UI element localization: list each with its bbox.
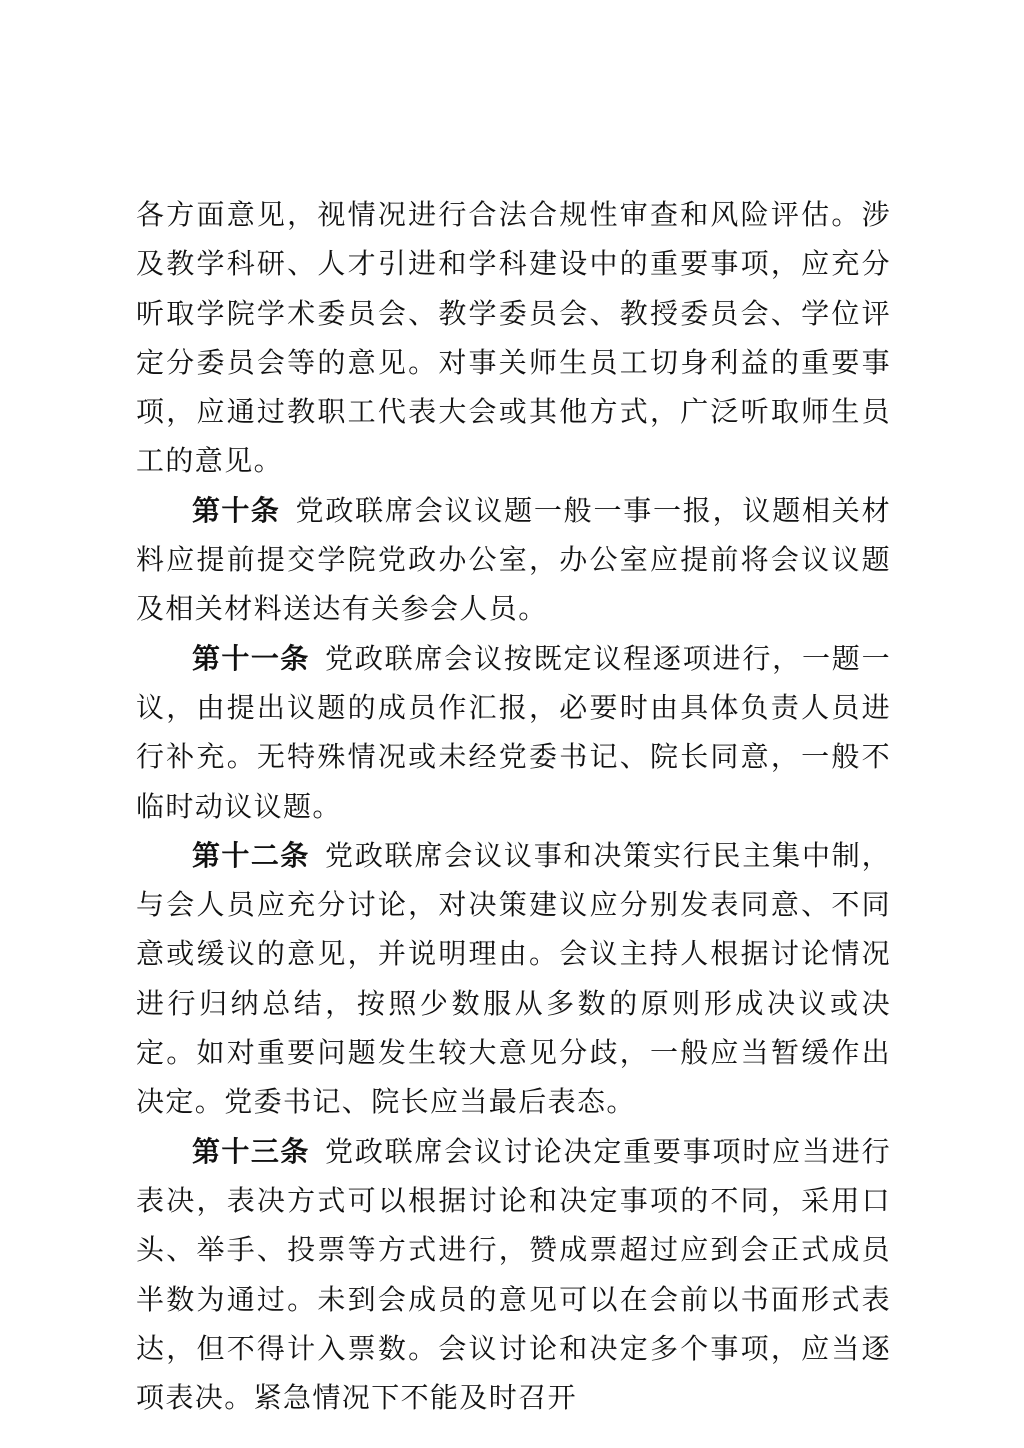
- article-13: [136, 1127, 891, 1423]
- article-number: 第十三条: [192, 1134, 325, 1168]
- article-number: 第十二条: [192, 838, 325, 872]
- article-11: [136, 634, 891, 831]
- article-text: 党政联席会议议题一般一事一报，议题相关材料应提前提交学院党政办公室，办公室应提前将会议议题及相关材料送达有关参会人员。: [136, 493, 891, 626]
- article-text: 党政联席会议讨论决定重要事项时应当进行表决，表决方式可以根据讨论和决定事项的不同，采用口头、举手、投票等方式进行，赞成票超过应到会正式成员半数为通过。未到会成员的意见可以在会前以书面形式表达，但不得计入票数。会议讨论和决定多个事项，应当逐项表决。紧急情况下不能及时召开: [136, 1134, 891, 1415]
- document-body: [136, 190, 891, 1422]
- article-text: 党政联席会议按既定议程逐项进行，一题一议，由提出议题的成员作汇报，必要时由具体负责人员进行补充。无特殊情况或未经党委书记、院长同意，一般不临时动议议题。: [136, 641, 891, 823]
- article-text: 党政联席会议议事和决策实行民主集中制，与会人员应充分讨论，对决策建议应分别发表同意、不同意或缓议的意见，并说明理由。会议主持人根据讨论情况进行归纳总结，按照少数服从多数的原则形成决议或决定。如对重要问题发生较大意见分歧，一般应当暂缓作出决定。党委书记、院长应当最后表态。: [136, 838, 891, 1119]
- article-number: 第十一条: [192, 641, 325, 675]
- intro-paragraph: 各方面意见，视情况进行合法合规性审查和风险评估。涉及教学科研、人才引进和学科建设中的重要事项，应充分听取学院学术委员会、教学委员会、教授委员会、学位评定分委员会等的意见。对事关师生员工切身利益的重要事项，应通过教职工代表大会或其他方式，广泛听取师生员工的意见。: [136, 198, 891, 478]
- article-number: 第十条: [192, 493, 296, 527]
- article-12: [136, 831, 891, 1127]
- article-10: [136, 486, 891, 634]
